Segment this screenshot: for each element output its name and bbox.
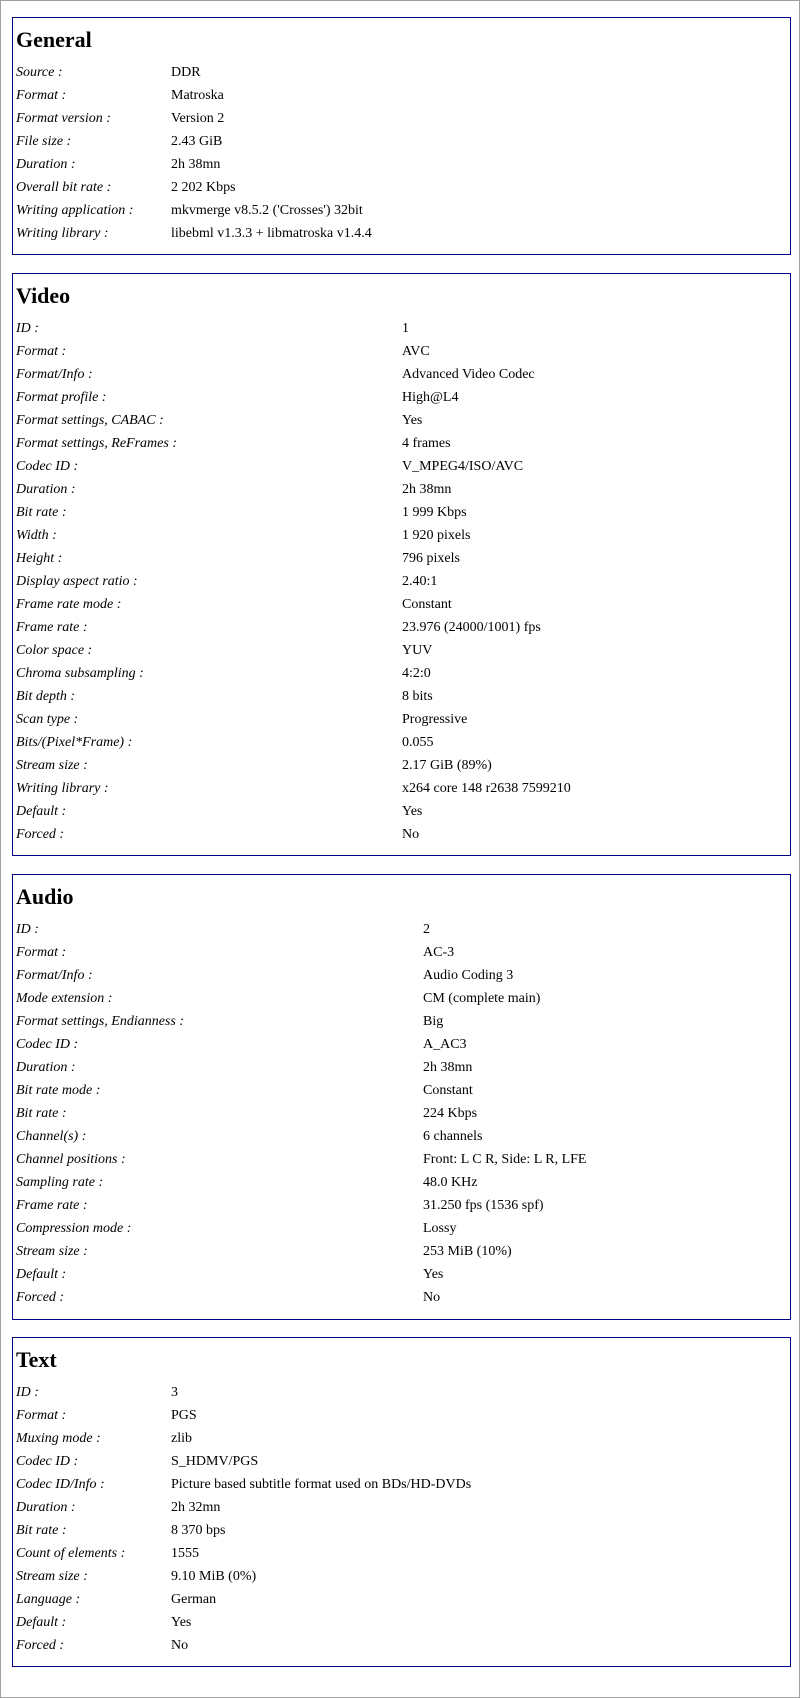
property-row xyxy=(16,1286,586,1309)
property-row xyxy=(16,754,571,777)
property-row xyxy=(16,176,372,199)
property-row xyxy=(16,1263,586,1286)
property-label: Writing library : xyxy=(16,226,109,241)
section-title-video: Video xyxy=(16,283,71,308)
property-value: PGS xyxy=(171,1408,197,1423)
property-label: Count of elements : xyxy=(16,1546,126,1561)
property-value: S_HDMV/PGS xyxy=(171,1454,259,1469)
property-row xyxy=(16,1473,471,1496)
property-value: YUV xyxy=(402,643,433,658)
property-row xyxy=(16,455,571,478)
property-label: Writing application : xyxy=(16,203,134,218)
property-label: Default : xyxy=(16,804,67,819)
property-label: Chroma subsampling : xyxy=(16,666,144,681)
property-label: Bit rate : xyxy=(16,505,67,520)
property-row xyxy=(16,1033,586,1056)
property-value: 2.40:1 xyxy=(402,574,438,589)
property-value: Yes xyxy=(423,1267,444,1282)
property-label: File size : xyxy=(16,134,72,149)
property-label: Display aspect ratio : xyxy=(16,574,138,589)
property-value: No xyxy=(171,1638,189,1653)
property-label: Compression mode : xyxy=(16,1221,132,1236)
property-row xyxy=(16,708,571,731)
property-value: AVC xyxy=(402,344,430,359)
property-row xyxy=(16,1125,586,1148)
property-label: Mode extension : xyxy=(16,991,113,1006)
property-label: Default : xyxy=(16,1615,67,1630)
property-value: 2.17 GiB (89%) xyxy=(402,758,492,773)
property-row xyxy=(16,1634,471,1657)
property-value: 796 pixels xyxy=(402,551,460,566)
property-value: Yes xyxy=(402,804,423,819)
property-label: Duration : xyxy=(16,1060,76,1075)
property-label: Frame rate mode : xyxy=(16,597,122,612)
property-value: 23.976 (24000/1001) fps xyxy=(402,620,541,635)
property-value: Front: L C R, Side: L R, LFE xyxy=(423,1152,587,1167)
property-row xyxy=(16,1148,586,1171)
property-label: Codec ID : xyxy=(16,459,79,474)
property-value: 8 bits xyxy=(402,689,433,704)
property-row xyxy=(16,941,586,964)
property-label: Scan type : xyxy=(16,712,79,727)
property-row xyxy=(16,130,372,153)
property-row xyxy=(16,1542,471,1565)
property-table-video xyxy=(16,317,571,846)
property-row xyxy=(16,1381,471,1404)
property-value: 1 xyxy=(402,321,409,336)
property-label: ID : xyxy=(16,1385,39,1400)
property-value: zlib xyxy=(171,1431,192,1446)
property-value: 2h 38mn xyxy=(423,1060,473,1075)
property-row xyxy=(16,918,586,941)
section-video xyxy=(12,273,791,856)
property-row xyxy=(16,777,571,800)
property-row xyxy=(16,1240,586,1263)
property-row xyxy=(16,1404,471,1427)
property-row xyxy=(16,524,571,547)
property-row xyxy=(16,1519,471,1542)
property-label: Source : xyxy=(16,65,63,80)
section-text xyxy=(12,1337,791,1667)
property-value: 1 920 pixels xyxy=(402,528,471,543)
property-label: Bit rate : xyxy=(16,1523,67,1538)
property-label: ID : xyxy=(16,321,39,336)
property-row xyxy=(16,731,571,754)
property-value: Advanced Video Codec xyxy=(402,367,535,382)
property-value: 2 xyxy=(423,922,430,937)
property-value: 2h 32mn xyxy=(171,1500,221,1515)
property-label: Format/Info : xyxy=(16,968,93,983)
property-value: mkvmerge v8.5.2 ('Crosses') 32bit xyxy=(171,203,363,218)
property-row xyxy=(16,199,372,222)
property-value: A_AC3 xyxy=(423,1037,467,1052)
property-row xyxy=(16,107,372,130)
property-label: Stream size : xyxy=(16,1569,88,1584)
property-label: Default : xyxy=(16,1267,67,1282)
property-row xyxy=(16,593,571,616)
property-value: 0.055 xyxy=(402,735,434,750)
property-value: 224 Kbps xyxy=(423,1106,478,1121)
property-label: Stream size : xyxy=(16,1244,88,1259)
property-row xyxy=(16,84,372,107)
property-row xyxy=(16,639,571,662)
property-row xyxy=(16,1079,586,1102)
property-label: ID : xyxy=(16,922,39,937)
property-row xyxy=(16,478,571,501)
property-row xyxy=(16,685,571,708)
property-row xyxy=(16,570,571,593)
property-label: Format version : xyxy=(16,111,111,126)
property-row xyxy=(16,1217,586,1240)
property-value: Big xyxy=(423,1014,444,1029)
section-title-general: General xyxy=(16,27,92,52)
property-value: CM (complete main) xyxy=(423,991,541,1006)
property-row xyxy=(16,1427,471,1450)
property-label: Width : xyxy=(16,528,57,543)
property-label: Bits/(Pixel*Frame) : xyxy=(16,735,133,750)
property-label: Bit rate : xyxy=(16,1106,67,1121)
section-title-audio: Audio xyxy=(16,884,74,909)
property-label: Forced : xyxy=(16,1290,65,1305)
property-table-general xyxy=(16,61,372,245)
property-label: Channel positions : xyxy=(16,1152,126,1167)
property-label: Channel(s) : xyxy=(16,1129,87,1144)
property-label: Overall bit rate : xyxy=(16,180,112,195)
property-row xyxy=(16,1588,471,1611)
property-value: Lossy xyxy=(423,1221,457,1236)
property-value: 8 370 bps xyxy=(171,1523,226,1538)
property-label: Codec ID/Info : xyxy=(16,1477,105,1492)
section-title-text: Text xyxy=(16,1347,57,1372)
property-row xyxy=(16,153,372,176)
property-value: Version 2 xyxy=(171,111,225,126)
property-row xyxy=(16,1496,471,1519)
property-value: Audio Coding 3 xyxy=(423,968,514,983)
property-label: Duration : xyxy=(16,482,76,497)
property-row xyxy=(16,501,571,524)
property-value: DDR xyxy=(171,65,201,80)
property-row xyxy=(16,662,571,685)
property-value: Progressive xyxy=(402,712,468,727)
property-value: 6 channels xyxy=(423,1129,483,1144)
property-label: Codec ID : xyxy=(16,1454,79,1469)
property-value: libebml v1.3.3 + libmatroska v1.4.4 xyxy=(171,226,372,241)
property-label: Format profile : xyxy=(16,390,107,405)
property-row xyxy=(16,1565,471,1588)
property-label: Writing library : xyxy=(16,781,109,796)
property-row xyxy=(16,340,571,363)
property-row xyxy=(16,1194,586,1217)
property-row xyxy=(16,964,586,987)
property-label: Language : xyxy=(16,1592,81,1607)
property-value: 4 frames xyxy=(402,436,451,451)
property-value: 48.0 KHz xyxy=(423,1175,478,1190)
property-label: Format settings, Endianness : xyxy=(16,1014,184,1029)
property-label: Duration : xyxy=(16,1500,76,1515)
property-value: 31.250 fps (1536 spf) xyxy=(423,1198,544,1213)
property-row xyxy=(16,409,571,432)
property-label: Forced : xyxy=(16,827,65,842)
section-audio xyxy=(12,874,791,1320)
property-label: Duration : xyxy=(16,157,76,172)
property-value: 2h 38mn xyxy=(402,482,452,497)
property-value: 4:2:0 xyxy=(402,666,431,681)
property-value: V_MPEG4/ISO/AVC xyxy=(402,459,524,474)
property-value: 1 999 Kbps xyxy=(402,505,467,520)
property-row xyxy=(16,1056,586,1079)
property-value: German xyxy=(171,1592,217,1607)
property-label: Codec ID : xyxy=(16,1037,79,1052)
property-row xyxy=(16,61,372,84)
property-value: 9.10 MiB (0%) xyxy=(171,1569,257,1584)
property-value: No xyxy=(423,1290,441,1305)
property-value: 2h 38mn xyxy=(171,157,221,172)
property-label: Format settings, CABAC : xyxy=(16,413,164,428)
property-row xyxy=(16,1171,586,1194)
property-label: Format : xyxy=(16,88,67,103)
section-general xyxy=(12,17,791,255)
property-label: Bit rate mode : xyxy=(16,1083,101,1098)
property-label: Sampling rate : xyxy=(16,1175,104,1190)
property-value: 1555 xyxy=(171,1546,199,1561)
property-value: Constant xyxy=(402,597,452,612)
property-row xyxy=(16,800,571,823)
property-row xyxy=(16,1102,586,1125)
property-table-text xyxy=(16,1381,471,1657)
property-value: 2.43 GiB xyxy=(171,134,223,149)
property-label: Format : xyxy=(16,945,67,960)
property-row xyxy=(16,547,571,570)
property-value: No xyxy=(402,827,420,842)
property-value: x264 core 148 r2638 7599210 xyxy=(402,781,571,796)
property-label: Height : xyxy=(16,551,63,566)
property-label: Forced : xyxy=(16,1638,65,1653)
property-value: Yes xyxy=(402,413,423,428)
property-label: Frame rate : xyxy=(16,620,88,635)
property-value: 3 xyxy=(171,1385,178,1400)
property-row xyxy=(16,432,571,455)
property-value: Matroska xyxy=(171,88,224,103)
property-label: Muxing mode : xyxy=(16,1431,101,1446)
property-label: Format/Info : xyxy=(16,367,93,382)
property-row xyxy=(16,386,571,409)
property-label: Format : xyxy=(16,1408,67,1423)
property-value: Yes xyxy=(171,1615,192,1630)
property-value: 2 202 Kbps xyxy=(171,180,236,195)
property-label: Format : xyxy=(16,344,67,359)
property-value: High@L4 xyxy=(402,390,459,405)
property-row xyxy=(16,363,571,386)
property-row xyxy=(16,1611,471,1634)
property-label: Color space : xyxy=(16,643,93,658)
property-value: 253 MiB (10%) xyxy=(423,1244,512,1259)
property-row xyxy=(16,222,372,245)
property-label: Format settings, ReFrames : xyxy=(16,436,177,451)
property-value: Constant xyxy=(423,1083,473,1098)
property-row xyxy=(16,823,571,846)
property-row xyxy=(16,317,571,340)
property-label: Bit depth : xyxy=(16,689,76,704)
property-table-audio xyxy=(16,918,586,1309)
property-label: Frame rate : xyxy=(16,1198,88,1213)
property-value: AC-3 xyxy=(423,945,455,960)
property-value: Picture based subtitle format used on BDs/HD-DVDs xyxy=(171,1477,472,1492)
property-row xyxy=(16,616,571,639)
property-row xyxy=(16,1010,586,1033)
property-row xyxy=(16,987,586,1010)
property-row xyxy=(16,1450,471,1473)
property-label: Stream size : xyxy=(16,758,88,773)
